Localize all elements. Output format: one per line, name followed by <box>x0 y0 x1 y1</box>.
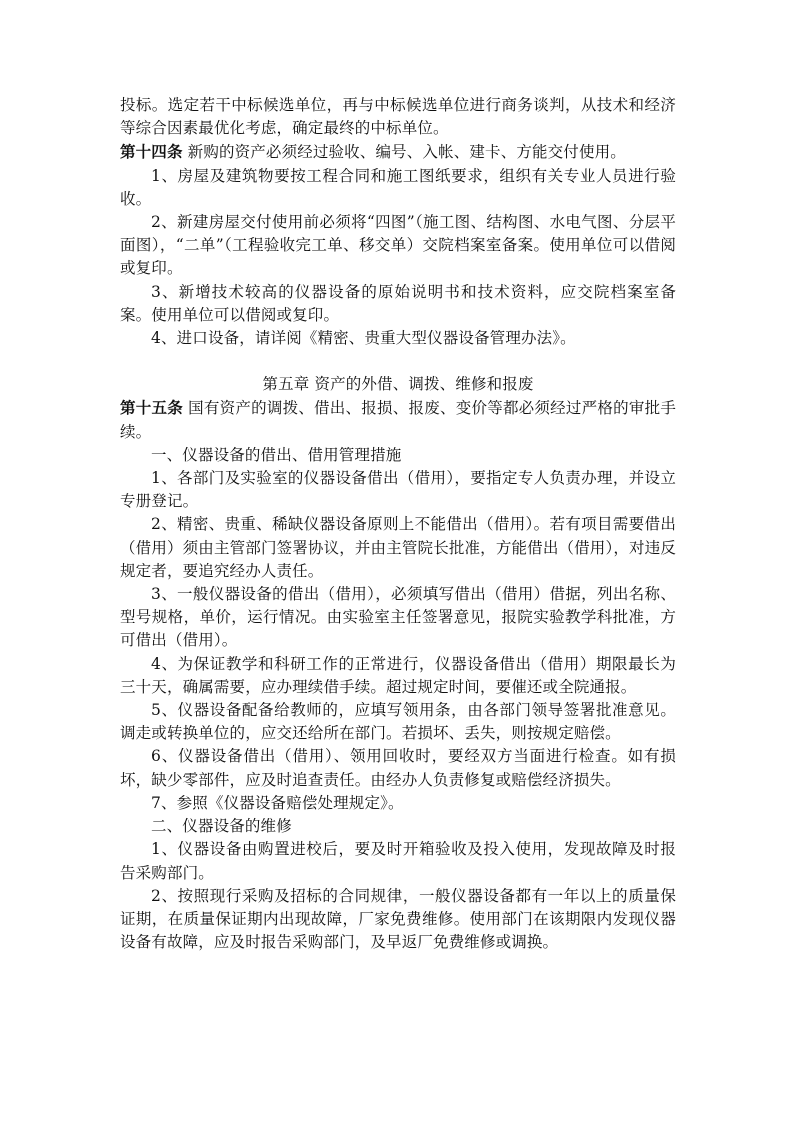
chapter-heading: 第五章 资产的外借、调拨、维修和报废 <box>262 375 534 394</box>
list-item: 5、仪器设备配备给教师的，应填写领用条，由各部门领导签署批准意见。调走或转换单位的，应交还给所在部门。若损坏、丢失，则按规定赔偿。 <box>120 701 676 743</box>
article-14 <box>120 140 676 164</box>
list-item: 7、参照《仪器设备赔偿处理规定》。 <box>151 793 404 812</box>
list-item: 3、新增技术较高的仪器设备的原始说明书和技术资料，应交院档案室备案。使用单位可以借阅或复印。 <box>120 282 676 324</box>
list-item: 3、一般仪器设备的借出（借用），必须填写借出（借用）借据，列出名称、型号规格，单价，运行情况。由实验室主任签署意见，报院实验教学科批准，方可借出（借用）。 <box>120 585 676 650</box>
article-text: 国有资产的调拨、借出、报损、报废、变价等都必须经过严格的审批手续。 <box>120 399 676 441</box>
list-item: 6、仪器设备借出（借用）、领用回收时，要经双方当面进行检查。如有损坏，缺少零部件，应及时追查责任。由经办人负责修复或赔偿经济损失。 <box>120 747 676 789</box>
list-item: 1、仪器设备由购置进校后，要及时开箱验收及投入使用，发现故障及时报告采购部门。 <box>120 840 676 882</box>
list-item: 2、新建房屋交付使用前必须将“四图”（施工图、结构图、水电气图、分层平面图），“二单”（工程验收完工单、移交单）交院档案室备案。使用单位可以借阅或复印。 <box>120 213 676 278</box>
article-text: 新购的资产必须经过验收、编号、入帐、建卡、方能交付使用。 <box>182 143 626 162</box>
list-item: 4、为保证教学和科研工作的正常进行，仪器设备借出（借用）期限最长为三十天，确属需要，应办理续借手续。超过规定时间，要催还或全院通报。 <box>120 654 676 696</box>
document-body <box>120 94 676 954</box>
paragraph-continued: 投标。选定若干中标候选单位，再与中标候选单位进行商务谈判，从技术和经济等综合因素最优化考虑，确定最终的中标单位。 <box>120 96 676 138</box>
section-heading: 一、仪器设备的借出、借用管理措施 <box>151 445 402 464</box>
list-item: 2、精密、贵重、稀缺仪器设备原则上不能借出（借用）。若有项目需要借出（借用）须由主管部门签署协议，并由主管院长批准，方能借出（借用），对违反规定者，要追究经办人责任。 <box>120 515 676 580</box>
list-item: 1、各部门及实验室的仪器设备借出（借用），要指定专人负责办理，并设立专册登记。 <box>120 469 676 511</box>
article-15 <box>120 396 676 443</box>
list-item: 2、按照现行采购及招标的合同规律，一般仪器设备都有一年以上的质量保证期，在质量保证期内出现故障，厂家免费维修。使用部门在该期限内发现仪器设备有故障，应及时报告采购部门，及早返厂免费维修或调换。 <box>120 886 676 952</box>
article-label: 第十四条 <box>120 142 183 162</box>
section-heading: 二、仪器设备的维修 <box>151 817 292 836</box>
list-item: 1、房屋及建筑物要按工程合同和施工图纸要求，组织有关专业人员进行验收。 <box>120 166 676 208</box>
article-label: 第十五条 <box>120 398 183 418</box>
list-item: 4、进口设备，请详阅《精密、贵重大型仪器设备管理办法》。 <box>151 329 576 348</box>
